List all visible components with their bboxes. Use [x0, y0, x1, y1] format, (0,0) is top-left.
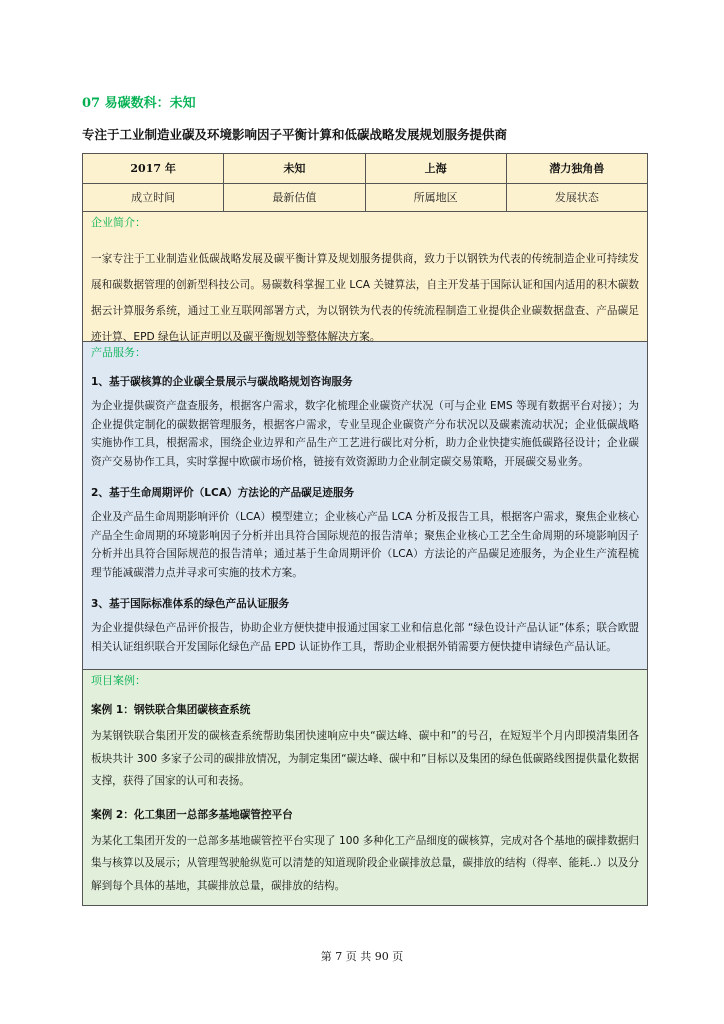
service-text: 企业及产品生命周期影响评价（LCA）模型建立；企业核心产品 LCA 分析及报告工具，根据客户需求，聚焦企业核心产品全生命周期的环境影响因子分析并出具符合国际规范的报告清单；聚焦企业核心工艺全生命周期的环境影响因子分析并出具符合国际规范的报告清单；通过基于生命周期评价（LCA）方法论的产品碳足迹服务，为企业生产流程梳理节能减碳潜力点并寻求可实施的技术方案。 — [91, 511, 639, 579]
status-value: 潜力独角兽 — [549, 162, 605, 175]
cases-label: 项目案例： — [91, 674, 146, 687]
region-label: 所属地区 — [366, 184, 507, 211]
valuation-label: 最新估值 — [224, 184, 365, 211]
section-title: 07 易碳数科：未知 — [82, 96, 196, 111]
company-intro — [83, 212, 647, 342]
case-text: 为某化工集团开发的一总部多基地碳管控平台实现了 100 多种化工产品细度的碳核算，完成对各个基地的碳排数据归集与核算以及展示；从管理驾驶舱纵览可以清楚的知道现阶段企业碳排放总量，碳排放的结构（得率、能耗..）以及分解到每个具体的基地，其碳排放总量，碳排放的结构。 — [91, 834, 639, 892]
valuation-value: 未知 — [224, 154, 365, 183]
service-text: 为企业提供碳资产盘查服务，根据客户需求，数字化梳理企业碳资产状况（可与企业 EMS 等现有数据平台对接）；为企业提供定制化的碳数据管理服务，根据客户需求，专业呈现企业碳资产分布状况以及碳素流动状况；企业低碳战略实施协作工具，根据需求，围绕企业边界和产品生产工艺进行碳比对分析，助力企业快捷实施低碳路径设计；企业碳资产交易协作工具，实时掌握中欧碳市场价格，链接有效资源助力企业制定碳交易策略，开展碳交易业务。 — [91, 400, 639, 468]
founded-label: 成立时间 — [83, 184, 224, 211]
service-title: 3、基于国际标准体系的绿色产品认证服务 — [91, 598, 290, 610]
facts-value-row — [83, 154, 647, 184]
page-number: 第 7 页 共 90 页 — [320, 950, 404, 963]
project-cases — [83, 670, 647, 905]
status-label: 发展状态 — [554, 191, 599, 204]
services-label: 产品服务： — [91, 346, 146, 359]
service-text: 为企业提供绿色产品评价报告，协助企业方便快捷申报通过国家工业和信息化部 “绿色设计产品认证”体系；联合欧盟相关认证组织联合开发国际化绿色产品 EPD 认证协作工具，帮助企业根据外销需要方便快捷申请绿色产品认证。 — [91, 622, 639, 653]
intro-label: 企业简介： — [91, 216, 146, 229]
company-subtitle: 专注于工业制造业碳及环境影响因子平衡计算和低碳战略发展规划服务提供商 — [82, 127, 508, 142]
intro-text: 一家专注于工业制造业低碳战略发展及碳平衡计算及规划服务提供商，致力于以钢铁为代表的传统制造企业可持续发展和碳数据管理的创新型科技公司。易碳数科掌握工业 LCA 关键算法，自主开发基于国际认证和国内适用的积木碳数据云计算服务系统，通过工业互联网部署方式，为以钢铁为代表的传统流程制造工业提供企业碳数据盘查、产品碳足迹计算、EPD 绿色认证声明以及碳平衡规划等整体解决方案。 — [91, 253, 639, 343]
case-title: 案例 1：钢铁联合集团碳核查系统 — [91, 704, 251, 716]
region-value: 上海 — [366, 154, 507, 183]
founded-value: 2017 年 — [83, 154, 224, 183]
case-text: 为某钢铁联合集团开发的碳核查系统帮助集团快速响应中央“碳达峰、碳中和”的号召，在短短半个月内即摸清集团各板块共计 300 多家子公司的碳排放情况，为制定集团“碳达峰、碳中和”目标以及集团的绿色低碳路线图提供量化数据支撑，获得了国家的认可和表扬。 — [91, 730, 639, 787]
company-profile-table — [82, 153, 648, 906]
service-title: 1、基于碳核算的企业碳全景展示与碳战略规划咨询服务 — [91, 376, 353, 388]
facts-label-row — [83, 184, 647, 212]
service-title: 2、基于生命周期评价（LCA）方法论的产品碳足迹服务 — [91, 487, 355, 499]
case-title: 案例 2：化工集团一总部多基地碳管控平台 — [91, 808, 293, 821]
product-services — [83, 342, 647, 670]
